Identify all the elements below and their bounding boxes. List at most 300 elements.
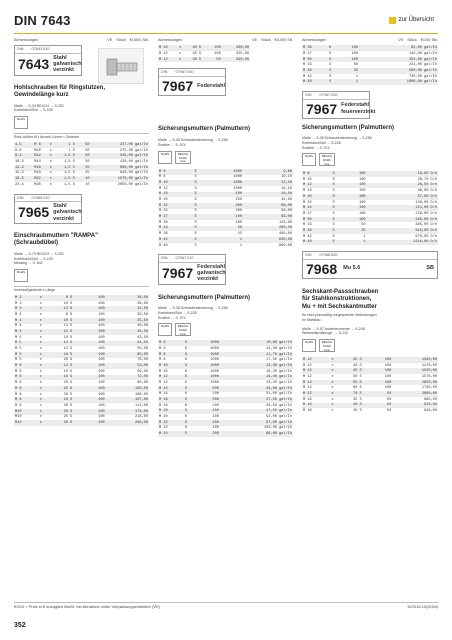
- table-cell: S: [69, 301, 73, 306]
- overview-link[interactable]: [389, 17, 434, 24]
- table-cell: x: [49, 182, 52, 187]
- table-cell: M 4: [14, 329, 39, 335]
- table-cell: x: [39, 306, 51, 312]
- rohs-badge: RoHS: [14, 269, 28, 282]
- table-cell: 840,00 gal/Ih: [119, 171, 148, 176]
- table-cell: x: [49, 176, 57, 182]
- table-cell: S: [184, 431, 194, 437]
- table-cell: S: [332, 234, 335, 239]
- table-cell: S: [69, 420, 81, 426]
- table-cell: M 16: [302, 403, 330, 409]
- product-number: 7968: [306, 260, 338, 277]
- table-cell: 25: [51, 386, 69, 392]
- table-cell: S: [194, 186, 197, 191]
- table-cell: 35: [342, 357, 359, 363]
- table-cell: 18: [51, 352, 69, 358]
- table-cell: S: [329, 63, 332, 68]
- product-code: 07967.010: [175, 256, 194, 261]
- table-cell: 100: [343, 205, 367, 211]
- table-cell: x: [39, 397, 51, 403]
- table-cell: 8: [51, 295, 69, 301]
- table-cell: M 22: [303, 200, 312, 205]
- table-cell: 8–3: [14, 153, 33, 159]
- product-code: 07965.010: [31, 195, 50, 200]
- table-cell: 30: [186, 57, 198, 63]
- table-row: [158, 57, 250, 63]
- table-cell: 100: [384, 374, 392, 379]
- table-cell: x: [39, 329, 51, 335]
- table-cell: S: [328, 68, 338, 74]
- product-box-7967-020[interactable]: DIN 07967.020 7967 Federstahl feuerverzinkt: [302, 91, 370, 118]
- table-cell: M 12: [158, 57, 178, 63]
- table-cell: M 16: [159, 403, 168, 408]
- table-cell: S: [194, 203, 208, 209]
- table-cell: x: [39, 312, 42, 317]
- table-cell: 970,00 D/h: [415, 234, 437, 239]
- product-code: 07643.010: [31, 47, 50, 52]
- table-cell: K: [184, 369, 188, 374]
- table-cell: S: [69, 381, 73, 386]
- table-cell: 600,00 gal/Ih: [91, 165, 149, 171]
- table-cell: S: [69, 347, 73, 352]
- reach-badge: REACH SVHC free: [319, 153, 335, 166]
- table-cell: 40: [186, 45, 198, 51]
- table-cell: 19,40 gal/Ih: [220, 375, 293, 381]
- table-cell: M 42: [303, 74, 312, 79]
- table-cell: S: [359, 363, 362, 368]
- table-cell: 14,30 gal/Ih: [266, 346, 292, 351]
- table-cell: S: [184, 352, 194, 358]
- table-cell: S: [69, 375, 81, 381]
- table-cell: 100: [343, 194, 367, 200]
- table-cell: M 22: [158, 203, 194, 209]
- table-cell: M 20: [302, 194, 332, 200]
- table-cell: 100: [98, 403, 105, 408]
- table-cell: 1,5: [56, 165, 71, 171]
- table-cell: 11,70 gal/Ih: [220, 352, 293, 358]
- table-cell: x: [39, 363, 51, 369]
- table-cell: 229,00 D/h: [415, 211, 437, 216]
- table-cell: 100: [81, 295, 106, 301]
- table-cell: 55: [342, 380, 359, 386]
- table-cell: M 12: [302, 368, 330, 374]
- table-cell: S: [194, 232, 197, 237]
- table-cell: M 48: [302, 240, 332, 246]
- table-cell: 100: [81, 375, 106, 381]
- table-cell: x: [39, 301, 42, 306]
- table-cell: M 10: [158, 180, 194, 186]
- table-cell: x: [39, 347, 42, 352]
- product-title: Sicherungsmuttern (Palmuttern): [158, 294, 251, 301]
- table-cell: 1: [343, 240, 367, 246]
- table-cell: M 33: [158, 226, 194, 232]
- table-cell: S: [329, 51, 332, 56]
- product-box-7643[interactable]: DIN 07643.010 7643 Stahl galvanisch verzinkt: [14, 45, 82, 75]
- overview-square-icon: [389, 17, 396, 24]
- reach-badge: REACH SVHC free: [175, 323, 191, 336]
- table-cell: S: [332, 217, 344, 223]
- table-cell: 100: [384, 386, 392, 391]
- table-cell: S: [69, 329, 81, 335]
- table-cell: 100: [206, 45, 222, 51]
- table-cell: 88,00 gal/Ih: [220, 431, 293, 437]
- table-cell: M 8: [14, 397, 39, 403]
- column-1: Abmessungen VE Stück €/1000 Stk. DIN 07643.010 7643 Stahl galvanisch verzinkt Hohlschrauben für Ringstutzen, Gewindelänge kurz Maße → S-34 REACH → S-252 Konfektion/Stuf → S-228 RoHS Rohr-Außen-Ø • Anzahl Löcher • Gewinde 4–5 M 8 x 1 S 50 227,00 gal/Ih 6–8 M10 x 1 S 50 275,00 gal/Ih 8–3 M12 x 1,5 S 50 345,00 gal/Ih 10–3 M14 x 1,5 S 50 420,00 gal/Ih 12–3 M16 x 1,5 S 25 600,00 gal/Ih 15–3 M18 x 1,5 S 25 840,00 gal/Ih 18–3 M22 x 1,5 S 10 1070,00 gal/Ih 22–4 M26 x 1,5 S 10 2050,00 gal/Ih DIN 07965.010 7965 Stahl galvanisch verzinkt Einschraubmuttern "RAMPA" (Schraubdübel) Maße → S-70 REACH → S-252 Konfektion/Stuf → S-228 Messing → S. 642 RoHS Innenaußgewinde x Länge M 3 x 8 S 100 36,00 M 3 x 10 S 100 39,00 M 3 x 12 S 100 41,00 M 4 x 8 S 100 33,50 M 4 x 10 S 100 35,50 M 4 x 12 S 100 40,00 M 4 x 15 S 100 49,50 M 5 x 10 S 100 43,50 M 5 x 12 S 100 44,50 M 5 x 15 S 100 55,00 M 5 x 18 S 100 65,00 M 5 x 20 S 100 78,00 M 6 x 12 S 100 53,00 M 6 x 15 S 100 59,00 M 6 x 18 S 100 72,00 M 6 x 20 S 100 80,00 M 6 x 25 S 100 106,00 M 6 x 30 S 100 166,00 M 8 x 18 S 100 107,00 M 8 x 30 S 100 112,00 M10 x 20 S 100 174,00 M10 x 25 S 100 218,00 M10 x 30 S 100 260,00: [14, 38, 149, 425]
- table-cell: S: [332, 205, 344, 211]
- table-cell: M 27: [303, 211, 312, 216]
- table-cell: S: [198, 51, 202, 56]
- table-cell: M 6: [159, 346, 166, 351]
- table-cell: S: [194, 192, 208, 198]
- table-cell: 50: [361, 223, 366, 228]
- table-cell: M 30: [302, 57, 328, 63]
- table-cell: S: [69, 358, 73, 363]
- table-cell: M 8: [15, 403, 22, 408]
- table-cell: 880,00: [424, 397, 437, 402]
- table-cell: K: [184, 392, 188, 397]
- price-note: €/100 = Preis in € zuzüglich MwSt. bei Abnahme voller Verpackungseinheiten (VE): [14, 604, 160, 610]
- table-cell: 385,00 D/h: [415, 223, 437, 228]
- table-cell: 100: [81, 420, 106, 426]
- table-cell: x: [39, 386, 51, 392]
- table-cell: S: [329, 74, 332, 79]
- table-cell: K: [328, 45, 338, 51]
- table-cell: 20: [51, 409, 69, 415]
- table-cell: x: [331, 397, 334, 402]
- table-cell: M10: [14, 420, 39, 426]
- table-cell: S: [194, 198, 197, 203]
- table-cell: 100: [359, 211, 366, 216]
- table-cell: 45: [353, 409, 358, 414]
- table-cell: 10,80 gal/Ih: [220, 340, 293, 346]
- table-cell: 100: [81, 409, 106, 415]
- table-cell: 78,00: [137, 358, 148, 363]
- table-cell: K: [184, 358, 188, 363]
- table-cell: 10: [63, 301, 68, 306]
- table-cell: 100: [359, 177, 366, 182]
- table-cell: 50: [79, 153, 90, 159]
- table-cell: S: [69, 415, 73, 420]
- table-cell: 50: [386, 397, 392, 402]
- table-cell: 20,70 D/h: [417, 177, 437, 182]
- table-cell: M 12: [159, 186, 168, 191]
- table-cell: 25: [343, 228, 367, 234]
- table-cell: M 33: [303, 223, 312, 228]
- sb-label: SB: [426, 265, 434, 272]
- table-cell: 40,00: [137, 324, 148, 329]
- table-cell: S: [332, 228, 344, 234]
- table-cell: 38,00 D/h: [417, 189, 437, 194]
- table-cell: K: [184, 426, 188, 431]
- table-cell: M 12: [303, 386, 312, 391]
- table-cell: S: [358, 368, 369, 374]
- table-cell: 1: [68, 148, 71, 153]
- product-table-7968: [302, 357, 438, 414]
- table-cell: 20: [63, 358, 68, 363]
- table-cell: 1000: [233, 175, 243, 180]
- table-cell: K: [184, 380, 188, 385]
- table-cell: 1: [338, 79, 359, 85]
- table-cell: 100: [338, 57, 359, 63]
- continued-table: [158, 45, 250, 62]
- table-cell: S: [69, 363, 81, 369]
- table-cell: S: [184, 397, 194, 403]
- table-cell: 100: [98, 369, 105, 374]
- table-cell: 41,00: [106, 306, 149, 312]
- product-number: 7967: [306, 100, 338, 117]
- table-cell: 1520,00: [392, 368, 438, 374]
- table-cell: 12: [51, 341, 69, 347]
- table-cell: 8: [65, 312, 68, 317]
- table-cell: S: [332, 171, 344, 177]
- table-cell: M 20: [158, 409, 184, 415]
- table-cell: 19,60 D/h: [367, 171, 438, 177]
- table-cell: M 24: [302, 205, 332, 211]
- table-cell: K: [184, 415, 188, 420]
- table-cell: M12: [33, 153, 48, 159]
- table-cell: 106,00: [106, 386, 149, 392]
- table-cell: S: [69, 392, 73, 397]
- table-cell: M 12: [159, 51, 168, 56]
- product-title: Sechskant-Passschrauben für Stahlkonstruktionen, Mu + mit Sechskantmutter: [302, 288, 379, 310]
- table-cell: S: [69, 306, 81, 312]
- table-cell: S: [198, 57, 206, 63]
- table-cell: x: [331, 409, 334, 414]
- table-cell: 100: [359, 200, 366, 205]
- table-cell: 10,10: [281, 175, 292, 180]
- page-title: DIN 7643: [14, 13, 71, 28]
- table-cell: 25: [85, 171, 90, 176]
- table-row: [14, 420, 149, 426]
- table-cell: K: [184, 346, 188, 351]
- table-cell: M 3: [14, 295, 39, 301]
- table-cell: 53,00: [106, 363, 149, 369]
- header-rule: [14, 33, 438, 34]
- table-cell: M 10: [158, 363, 184, 369]
- table-cell: M 33: [303, 63, 312, 68]
- table-cell: 10: [51, 318, 69, 324]
- table-cell: 59,00: [137, 369, 148, 374]
- table-cell: x: [49, 165, 57, 171]
- table-cell: x: [39, 358, 42, 363]
- table-cell: 560,00 gal/Ih: [359, 68, 438, 74]
- product-box-7967-010[interactable]: DIN 07967.010 7967 Federstahl galvanisch verzinkt: [158, 254, 226, 284]
- table-cell: 100: [81, 397, 106, 403]
- table-cell: 25: [338, 68, 359, 74]
- table-cell: 1: [239, 243, 243, 248]
- table-cell: 30: [51, 420, 69, 426]
- product-number: 7967: [162, 77, 194, 94]
- table-cell: 218,00: [135, 415, 148, 420]
- table-cell: 100: [343, 217, 367, 223]
- table-cell: M 12: [302, 183, 332, 189]
- table-cell: M 5: [14, 341, 39, 347]
- table-cell: x: [331, 386, 334, 391]
- table-cell: S: [328, 79, 338, 85]
- table-cell: 1570,00: [421, 374, 437, 379]
- table-cell: x: [330, 391, 341, 397]
- table-cell: 100: [98, 392, 105, 397]
- table-cell: 100: [370, 357, 393, 363]
- table-cell: 2050,00 gal/Ih: [117, 182, 148, 187]
- table-cell: 40: [342, 403, 359, 409]
- table-cell: x: [39, 369, 42, 374]
- table-cell: 50: [353, 374, 358, 379]
- table-cell: x: [330, 403, 341, 409]
- table-cell: M 16: [303, 397, 312, 402]
- table-cell: 100: [81, 329, 106, 335]
- column-2: Abmessungen VE Stück €/1000 Stf. M 10 x 40 S 100 360,00 M 12 x 25 S 100 325,00 M 12 x 30 S 50 390,00 DIN 07967.000 7967 Federstahl Sicherungsmuttern (Palmuttern) Maße → S-38 Schraubensicherung → S-256 Rostfrei → S. 574 RoHS REACH SVHC free M 6 S 1000 9,60 M 8 S 1000 10,10 M 10 S 1000 12,50 M 12 S 1000 16,10 M 16 S 500 26,00 M 20 S 250 42,00 M 22 S 200 68,00 M 24 S 200 68,00 M 27 S 100 96,00 M 30 S 100 133,00 M 33 S 50 280,00 M 36 S 25 480,00 M 42 S 1 630,00 M 48 S 1 890,00 DIN 07967.010 7967 Federstahl galvanisch verzinkt Sicherungsmuttern (Palmuttern) Maße → S-38 Schraubensicherung → S-256 Konfektion/Stuf → S-228 Rostfrei → S. 574 RoHS REACH SVHC free M 6 S 1000 10,80 gal/Ih M 6 K 1000 14,30 gal/Ih M 8 S 1000 11,70 gal/Ih M 8 K 1000 17,50 gal/Ih M 10 S 1000 14,30 gal/Ih M 10 K 1000 18,20 gal/Ih M 12 S 1000 19,40 gal/Ih M 12 K 1000 23,20 gal/Ih M 14 S 500 44,00 gal/Ih M 14 K 100 51,00 gal/Ih M 16 S 500 27,50 gal/Ih M 16 K 100 33,50 gal/Ih M 20 S 250 47,50 gal/Ih M 20 K 100 52,00 gal/Ih M 22 S 200 97,00 gal/Ih M 22 K 100 103,00 gal/Ih M 24 S 200 88,00 gal/Ih: [158, 38, 293, 437]
- table-cell: 610,00 D/h: [367, 228, 438, 234]
- table-cell: 26,00: [243, 192, 293, 198]
- reach-badge: REACH SVHC free: [175, 151, 191, 164]
- table-cell: x: [39, 324, 42, 329]
- table-cell: M 6: [14, 375, 39, 381]
- table-cell: 20: [63, 381, 68, 386]
- product-table-7967-010: [158, 340, 293, 437]
- table-cell: S: [194, 209, 197, 214]
- table-cell: 1000: [210, 369, 219, 374]
- table-cell: M 6: [158, 169, 194, 175]
- table-cell: 1000: [194, 375, 220, 381]
- table-cell: 33,50: [137, 312, 148, 317]
- table-cell: 133,00: [279, 220, 292, 225]
- table-cell: 1,5: [56, 153, 71, 159]
- table-cell: S: [72, 148, 75, 153]
- table-cell: S: [69, 324, 73, 329]
- table-cell: x: [39, 420, 51, 426]
- table-cell: M 14: [159, 392, 168, 397]
- table-cell: 100: [212, 415, 219, 420]
- table-cell: 50: [206, 57, 222, 63]
- table-cell: 1000: [194, 363, 220, 369]
- table-cell: 25: [79, 165, 90, 171]
- table-cell: S: [72, 171, 75, 176]
- table-cell: M 5: [15, 358, 22, 363]
- table-cell: 100: [98, 312, 105, 317]
- table-cell: S: [359, 397, 362, 402]
- table-cell: S: [184, 340, 194, 346]
- table-cell: 100: [359, 189, 366, 194]
- table-cell: S: [194, 180, 208, 186]
- table-cell: 36,00: [106, 295, 149, 301]
- rohs-badge: RoHS: [14, 116, 28, 129]
- table-cell: 55,00: [137, 347, 148, 352]
- table-cell: 200: [207, 203, 243, 209]
- table-cell: 47,50 gal/Ih: [220, 409, 293, 415]
- table-cell: 15: [63, 369, 68, 374]
- table-cell: 45: [342, 368, 359, 374]
- product-code: 07967.000: [175, 70, 194, 75]
- table-cell: 500: [207, 192, 243, 198]
- table-cell: 33,50 gal/Ih: [266, 403, 292, 408]
- table-cell: x: [39, 415, 42, 420]
- table-cell: S: [69, 386, 81, 392]
- table-cell: S: [198, 45, 206, 51]
- table-cell: M 36: [302, 228, 332, 234]
- table-cell: 65,00: [106, 352, 149, 358]
- table-cell: S: [72, 153, 80, 159]
- table-cell: 1,5: [56, 176, 71, 182]
- table-cell: S: [72, 159, 75, 164]
- table-cell: S: [332, 200, 335, 205]
- product-title: Hohlschrauben für Ringstutzen, Gewindelänge kurz: [14, 84, 106, 99]
- table-cell: 15: [63, 347, 68, 352]
- table-cell: x: [49, 159, 52, 164]
- table-cell: 4–5: [14, 142, 33, 148]
- table-cell: M 42: [158, 237, 194, 243]
- table-cell: 1000: [210, 358, 219, 363]
- table-cell: 15: [51, 329, 69, 335]
- table-cell: S: [69, 341, 81, 347]
- table-cell: 325,00: [236, 51, 249, 56]
- table-cell: 100: [212, 426, 219, 431]
- table-cell: 1,5: [64, 159, 71, 164]
- product-box-7967-000[interactable]: DIN 07967.000 7967 Federstahl: [158, 68, 226, 95]
- table-cell: x: [49, 171, 52, 176]
- table-cell: M 5: [14, 352, 39, 358]
- table-cell: S: [358, 403, 369, 409]
- product-code: 07968.500: [319, 253, 338, 258]
- column-2-header: Abmessungen VE Stück €/1000 Stf.: [158, 38, 293, 42]
- table-cell: M 10: [158, 45, 178, 51]
- table-cell: 18: [51, 375, 69, 381]
- table-cell: M10: [34, 148, 41, 153]
- table-cell: 103,00 gal/Ih: [263, 426, 292, 431]
- table-cell: 18: [51, 397, 69, 403]
- table-cell: S: [332, 183, 344, 189]
- table-cell: S: [332, 211, 335, 216]
- table-cell: 92,00 gal/Ih: [359, 45, 438, 51]
- table-cell: 1070,00 gal/Ih: [91, 176, 149, 182]
- table-cell: M 24: [158, 431, 184, 437]
- table-cell: 25: [63, 415, 68, 420]
- table-cell: S: [69, 369, 73, 374]
- product-code: 07967.020: [319, 93, 338, 98]
- table-cell: 30: [63, 392, 68, 397]
- table-cell: 1340,00: [392, 357, 438, 363]
- table-cell: S: [194, 237, 208, 243]
- table-cell: 50: [207, 226, 243, 232]
- table-cell: M 27: [303, 51, 312, 56]
- table-cell: K: [184, 403, 188, 408]
- table-cell: 345,00 gal/Ih: [91, 153, 149, 159]
- product-box-7968[interactable]: DIN 07968.500 7968 Mu 5.6 SB: [302, 251, 438, 278]
- table-cell: 100: [370, 368, 393, 374]
- table-cell: 1650,00: [392, 380, 438, 386]
- table-cell: 100: [98, 335, 105, 340]
- product-box-7965[interactable]: DIN 07965.010 7965 Stahl galvanisch verzinkt: [14, 194, 82, 224]
- table-row: [158, 243, 293, 249]
- table-cell: x: [49, 142, 57, 148]
- table-cell: S: [184, 386, 194, 392]
- table-cell: x: [330, 380, 341, 386]
- table-cell: 25: [192, 51, 197, 56]
- table-cell: M 6: [158, 340, 184, 346]
- table-cell: 9,60: [243, 169, 293, 175]
- table-cell: 35,50: [106, 318, 149, 324]
- table-cell: 940,00: [424, 409, 437, 414]
- table-cell: M 8: [33, 142, 48, 148]
- table-cell: 100: [98, 301, 105, 306]
- table-cell: 200: [194, 431, 220, 437]
- table-cell: M10: [15, 415, 22, 420]
- table-cell: x: [39, 381, 42, 386]
- table-cell: x: [331, 363, 334, 368]
- table-cell: M 12: [159, 380, 168, 385]
- table-cell: 100: [98, 347, 105, 352]
- table-cell: M 6: [15, 392, 22, 397]
